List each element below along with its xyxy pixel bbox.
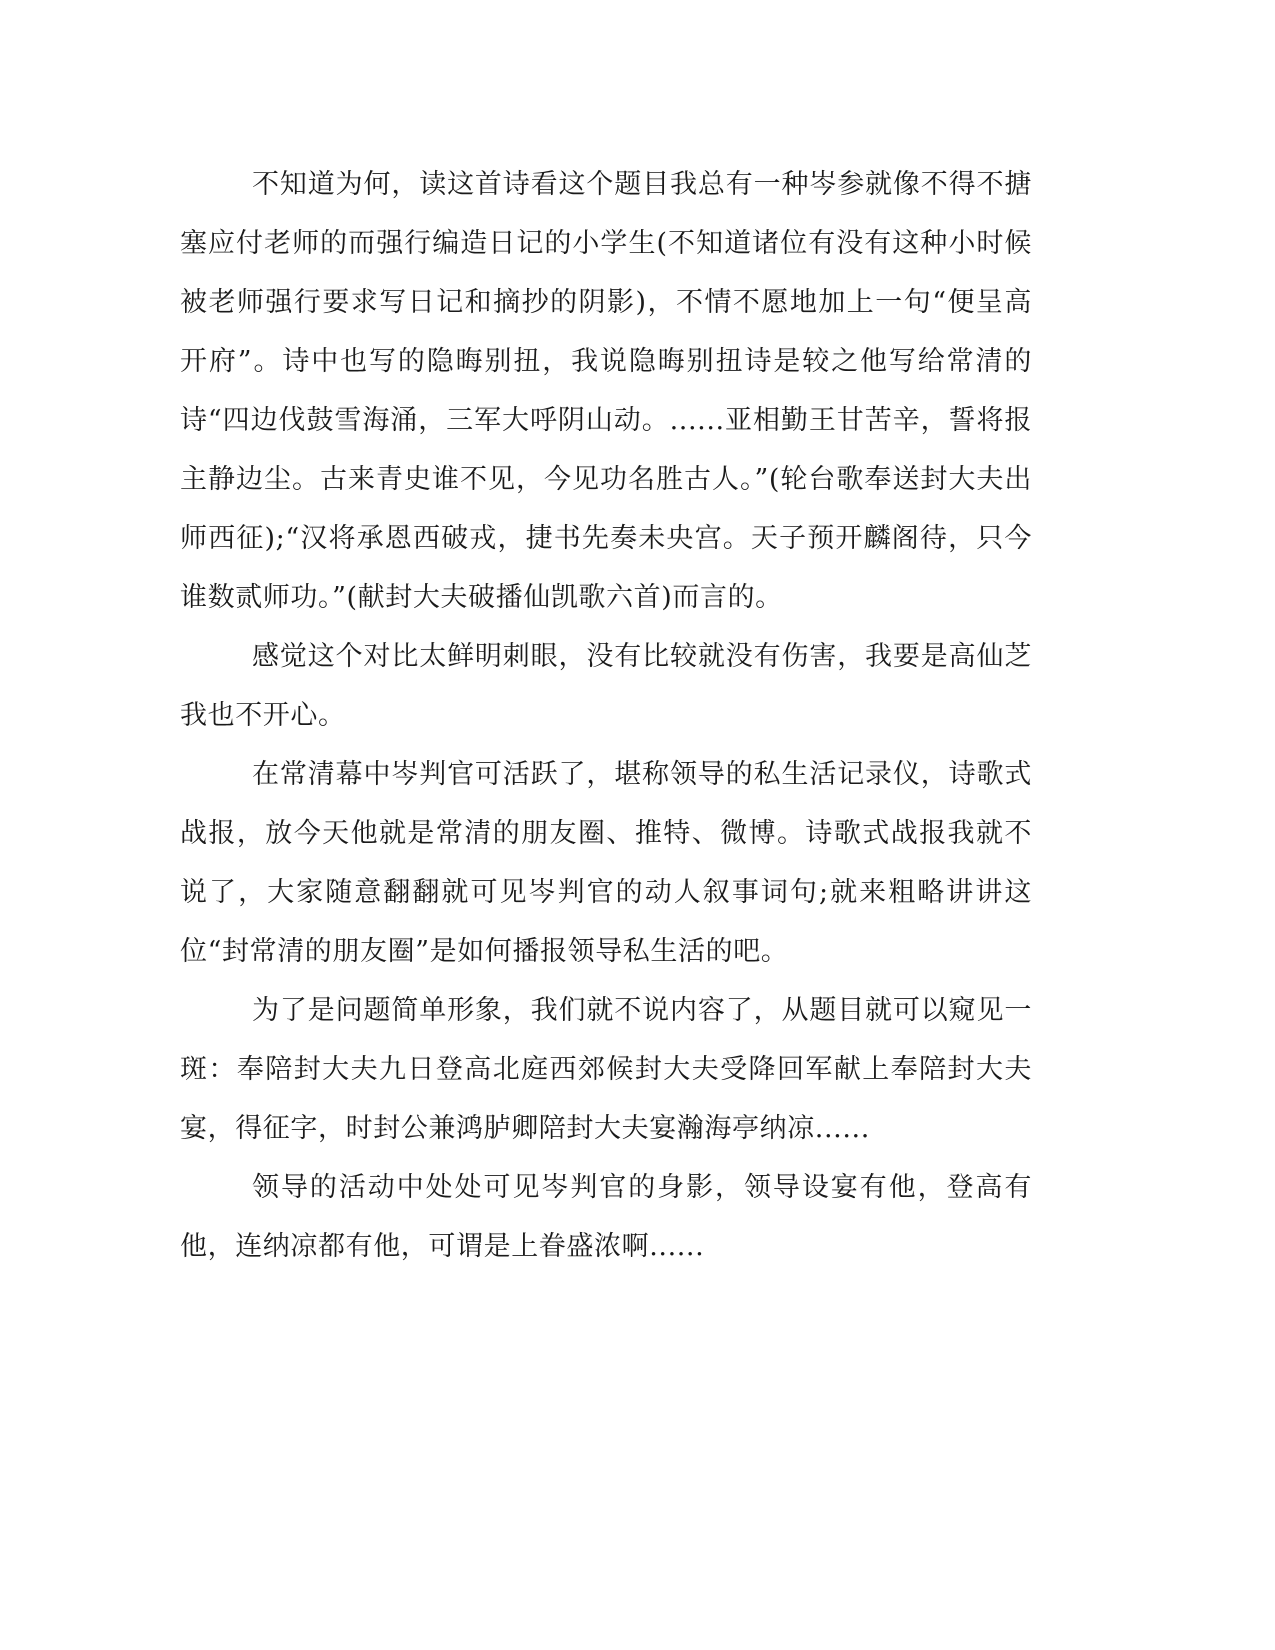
paragraph-4: 为了是问题简单形象，我们就不说内容了，从题目就可以窥见一斑：奉陪封大夫九日登高北庭西郊候封大夫受降回军献上奉陪封大夫宴，得征字，时封公兼鸿胪卿陪封大夫宴瀚海亭纳凉...... [180,995,1032,1144]
paragraph-5: 领导的活动中处处可见岑判官的身影，领导设宴有他，登高有他，连纳凉都有他，可谓是上眷盛浓啊...... [180,1172,1032,1262]
paragraph-1: 不知道为何，读这首诗看这个题目我总有一种岑参就像不得不搪塞应付老师的而强行编造日记的小学生(不知道诸位有没有这种小时候被老师强行要求写日记和摘抄的阴影)，不情不愿地加上一句“便呈高开府”。诗中也写的隐晦别扭，我说隐晦别扭诗是较之他写给常清的诗“四边伐鼓雪海涌，三军大呼阴山动。......亚相勤王甘苦辛，誓将报主静边尘。古来青史谁不见，今见功名胜古人。”(轮台歌奉送封大夫出师西征);“汉将承恩西破戎，捷书先奏未央宫。天子预开麟阁待，只今谁数贰师功。”(献封大夫破播仙凯歌六首)而言的。 [180,169,1032,613]
paragraph-3: 在常清幕中岑判官可活跃了，堪称领导的私生活记录仪，诗歌式战报，放今天他就是常清的朋友圈、推特、微博。诗歌式战报我就不说了，大家随意翻翻就可见岑判官的动人叙事词句;就来粗略讲讲这位“封常清的朋友圈”是如何播报领导私生活的吧。 [180,759,1032,967]
paragraph-2: 感觉这个对比太鲜明刺眼，没有比较就没有伤害，我要是高仙芝我也不开心。 [180,641,1032,731]
document-page [180,155,1032,1276]
